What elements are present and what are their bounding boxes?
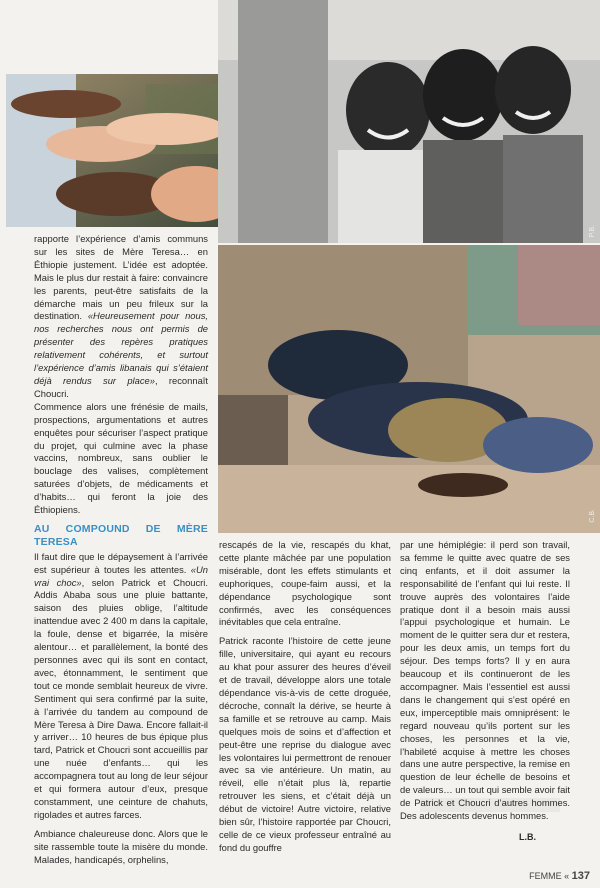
photo-children — [218, 0, 600, 243]
article-column-3 — [400, 539, 570, 844]
page-number: 137 — [571, 870, 590, 882]
col1-quote-1: «Heureusement pour nous, nos recherches nous ont permis de présenter des repères pratiques relativement cohérents, et surtout l’expérience d’amis libanais qui s’étaient déjà rendus sur place» — [34, 310, 208, 386]
magazine-name: FEMME — [529, 871, 562, 881]
footer-separator: « — [564, 871, 570, 881]
col1-paragraph-3: Il faut dire que le dépaysement à l’arrivée est supérieur à toutes les attentes. «Un vrai choc», selon Patrick et Choucri. Addis Ababa sous une pluie battante, saison des pluies oblige, l’altitude inattendue avec 2 400 m dans la capitale, la foule, dense et bigarrée, la misère alentour… et parallèlement, la bonté des personnes avec qui ils sont en contact, avec, étonnamment, le sentiment que tout ce monde semblait heureux de vivre. Sentiment qui sera confirmé par la suite, à l’arrivée du tandem au compound de Mère Teresa à Dire Dawa. Encore fallait-il y arriver… 10 heures de bus épique plus tard, Patrick et Choucri sont accueillis par une nuée d’enfants… qui les accompagnera tout au long de leur séjour et qui formera autour d’eux, presque constamment, une ceinture de chahuts, rigolades et autres farces. — [34, 550, 208, 820]
photo-hands — [6, 74, 244, 227]
sleeper-image — [218, 245, 600, 533]
children-image — [218, 0, 600, 243]
page-footer — [529, 870, 590, 882]
col3-paragraph-1: par une hémiplégie: il perd son travail, sa femme le quitte avec quatre de ses cinq enfants, et il doit assumer la responsabilité de l’enfant qui lui reste. Il trouve auprès des volontaires l’aide pratique dont il a besoin mais aussi l’appui psychologique et humain. Le moment de le quitter sera dur et restera, pour les deux amis, un temps fort du séjour. Des temps forts? Il y en aura beaucoup et ils continueront de les accompagner. Mais l’essentiel est aussi dans le changement qui s’est opéré en eux, imperceptible mais omniprésent: le regard nouveau qu’ils portent sur les choses, les personnes et la vie, l’habileté acquise à mettre les choses dans une autre perspective, la remise en question de leur échelle de besoins et de valeurs… un tout qui semble avoir fait de Patrick et Choucri d’autres hommes. Des adolescents devenus hommes. — [400, 539, 570, 822]
col1-quote-2: «Un vrai choc» — [34, 563, 208, 588]
hands-image — [6, 74, 244, 227]
col2-paragraph-2: Patrick raconte l’histoire de cette jeune fille, universitaire, qui ayant eu recours au khat pour assurer des heures d’éveil et de travail, développe alors une totale dépendance vis-à-vis de cette droguée, décroche, connaît la dérive, se heurte à sa famille et se retrouve au camp. Mais quelques mois de soins et d’affection et peut-être une reprise du dialogue avec les volontaires lui permettront de renouer avec sa vie antérieure. Un matin, au réveil, elle n’était plus là, repartie retrouver les siens, et c’était déjà un début de victoire! Autre victoire, relative bien sûr, l’histoire rapportée par Choucri, celle de ce vieux professeur entraîné au fond du gouffre — [219, 635, 391, 853]
section-heading: AU COMPOUND DE MÈRE TERESA — [34, 522, 208, 548]
article-column-2 — [219, 539, 391, 855]
photo-credit-sleeper: C.B. — [589, 509, 596, 523]
photo-sleeper — [218, 245, 600, 533]
photo-credit-children: P.B. — [589, 224, 596, 237]
col1-paragraph-1: rapporte l’expérience d’amis communs sur les sites de Mère Teresa… en Éthiopie justement. L’idée est adoptée. Mais le plus dur restait à faire: convaincre les parents, peut-être satisfaits de la démarche mais un peu frileux sur la destination. «Heureusement pour nous, nos recherches nous ont permis de présenter des repères pratiques relativement cohérents, et surtout l’expérience d’amis libanais qui s’étaient déjà rendus sur place», reconnaît Choucri. — [34, 233, 208, 399]
col1-paragraph-2: Commence alors une frénésie de mails, prospections, argumentations et autres enquêtes pour sécuriser l’aspect pratique du projet, qui culmine avec la phase vaccins, nombreux, sans oublier le bouclage des valises, complètement saturées d’objets, de médicaments et d’habits… qui feront la joie des Éthiopiens. — [34, 400, 208, 516]
col2-paragraph-1: rescapés de la vie, rescapés du khat, cette plante mâchée par une population misérable, dont les effets stimulants et euphoriques, coupe-faim aussi, et la dépendance psychologique sont confirmés, avec les conséquences inévitables que cela entraîne. — [219, 539, 391, 628]
article-column-1 — [34, 233, 208, 867]
col1-paragraph-4: Ambiance chaleureuse donc. Alors que le site rassemble toute la misère du monde. Malades, handicapés, orphelins, — [34, 827, 208, 865]
author-signature: L.B. — [519, 831, 536, 842]
